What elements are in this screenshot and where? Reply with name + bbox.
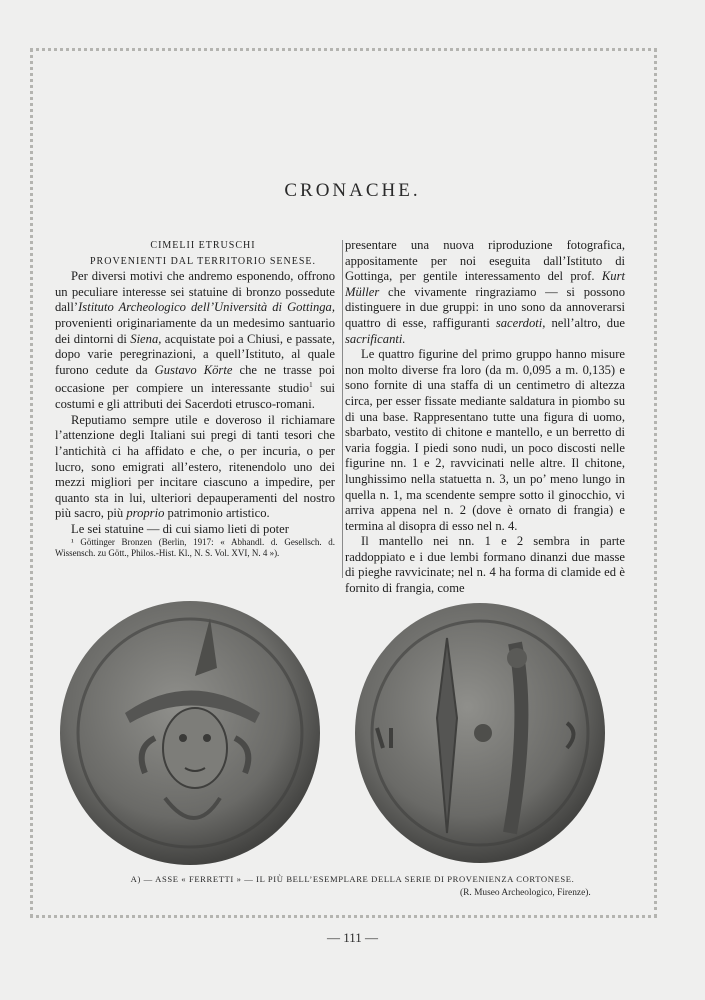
article-heading-line2: PROVENIENTI DAL TERRITORIO SENESE.: [89, 255, 317, 267]
coin-photographs: [55, 598, 615, 868]
page-title: CRONACHE.: [284, 180, 421, 201]
figure-source: (R. Museo Archeologico, Firenze).: [460, 888, 591, 898]
coin-reverse: [355, 603, 605, 863]
paragraph-2: Reputiamo sempre utile e doveroso il richiamare l’attenzione degli Italiani sui pregi di tanti tesori che l’antichità ci ha affidato e che, o per incuria, o per lucro, sono emigrati all’estero, ritenendolo uno dei mezzi migliori per incitare ciascuno a impedire, per quanto sta in lui, ulteriori depauperamenti del nostro più sacro, più proprio patrimonio artistico.: [55, 412, 335, 521]
page-number: — 111 —: [326, 930, 379, 945]
coin-obverse: [60, 601, 320, 865]
figure-caption: A) — ASSE « FERRETTI » — IL PIÙ BELL’ESEMPLARE DELLA SERIE DI PROVENIENZA CORTONESE.: [130, 874, 575, 884]
paragraph-r3: Il mantello nei nn. 1 e 2 sembra in parte raddoppiato e i due lembi formano dinanzi due masse di pieghe ravvicinate; nel n. 4 ha forma di clamide ed è fornito di frangia, come: [345, 534, 625, 596]
column-divider: [342, 240, 343, 578]
left-column: [55, 238, 335, 559]
paragraph-r2: Le quattro figurine del primo gruppo hanno misure non molto diverse fra loro (da m. 0,095 a m. 0,135) e sono fornite di una staffa di un centimetro di altezza circa, per esser fissate mediante saldatura in piombo su di una base. Rappresentano tutte una figura di uomo, sbarbato, vestito di chitone e mantello, e un berretto di varia foggia. I piedi sono nudi, un poco discosti nelle figurine nn. 1 e 2, ravvicinati nelle altre. Il chitone, lunghissimo nella statuetta n. 3, un po’ meno lungo in quella n. 1, ma scendente sempre sotto il ginocchio, vi arriva appena nel n. 2 (dove è ornato di frangia) e termina al disopra di esso nel n. 4.: [345, 347, 625, 533]
right-column: [345, 238, 625, 597]
paragraph-r1: presentare una nuova riproduzione fotografica, appositamente per noi eseguita dall’Istituto di Gottinga, per gentile interessamento del prof. Kurt Müller che vivamente ringraziamo — si possono distinguere in due gruppi: in uno sono da annoverarsi quattro di esse, raffiguranti sacerdoti, nell’altro, due sacrificanti.: [345, 238, 625, 346]
footnote: ¹ Göttinger Bronzen (Berlin, 1917: « Abhandl. d. Gesellsch. d. Wissensch. zu Gött., Philos.-Hist. Kl., N. S. Vol. XVI, N. 4 »).: [55, 537, 335, 559]
paragraph-1: Per diversi motivi che andremo esponendo, offrono un peculiare interesse sei statuine di bronzo possedute dall’Istituto Archeologico dell’Università di Gottinga, provenienti originariamente da un medesimo santuario dei dintorni di Siena, acquistate poi a Chiusi, e passate, dopo varie peregrinazioni, a quell’Istituto, al quale furono cedute da Gustavo Körte che ne trasse poi occasione per compiere un interessante studio$^1$ sui costumi e gli attributi dei Sacerdoti etrusco-romani.: [55, 269, 335, 412]
paragraph-3: Le sei statuine — di cui siamo lieti di poter: [71, 521, 289, 536]
article-heading-line1: CIMELII ETRUSCHI: [150, 240, 256, 251]
